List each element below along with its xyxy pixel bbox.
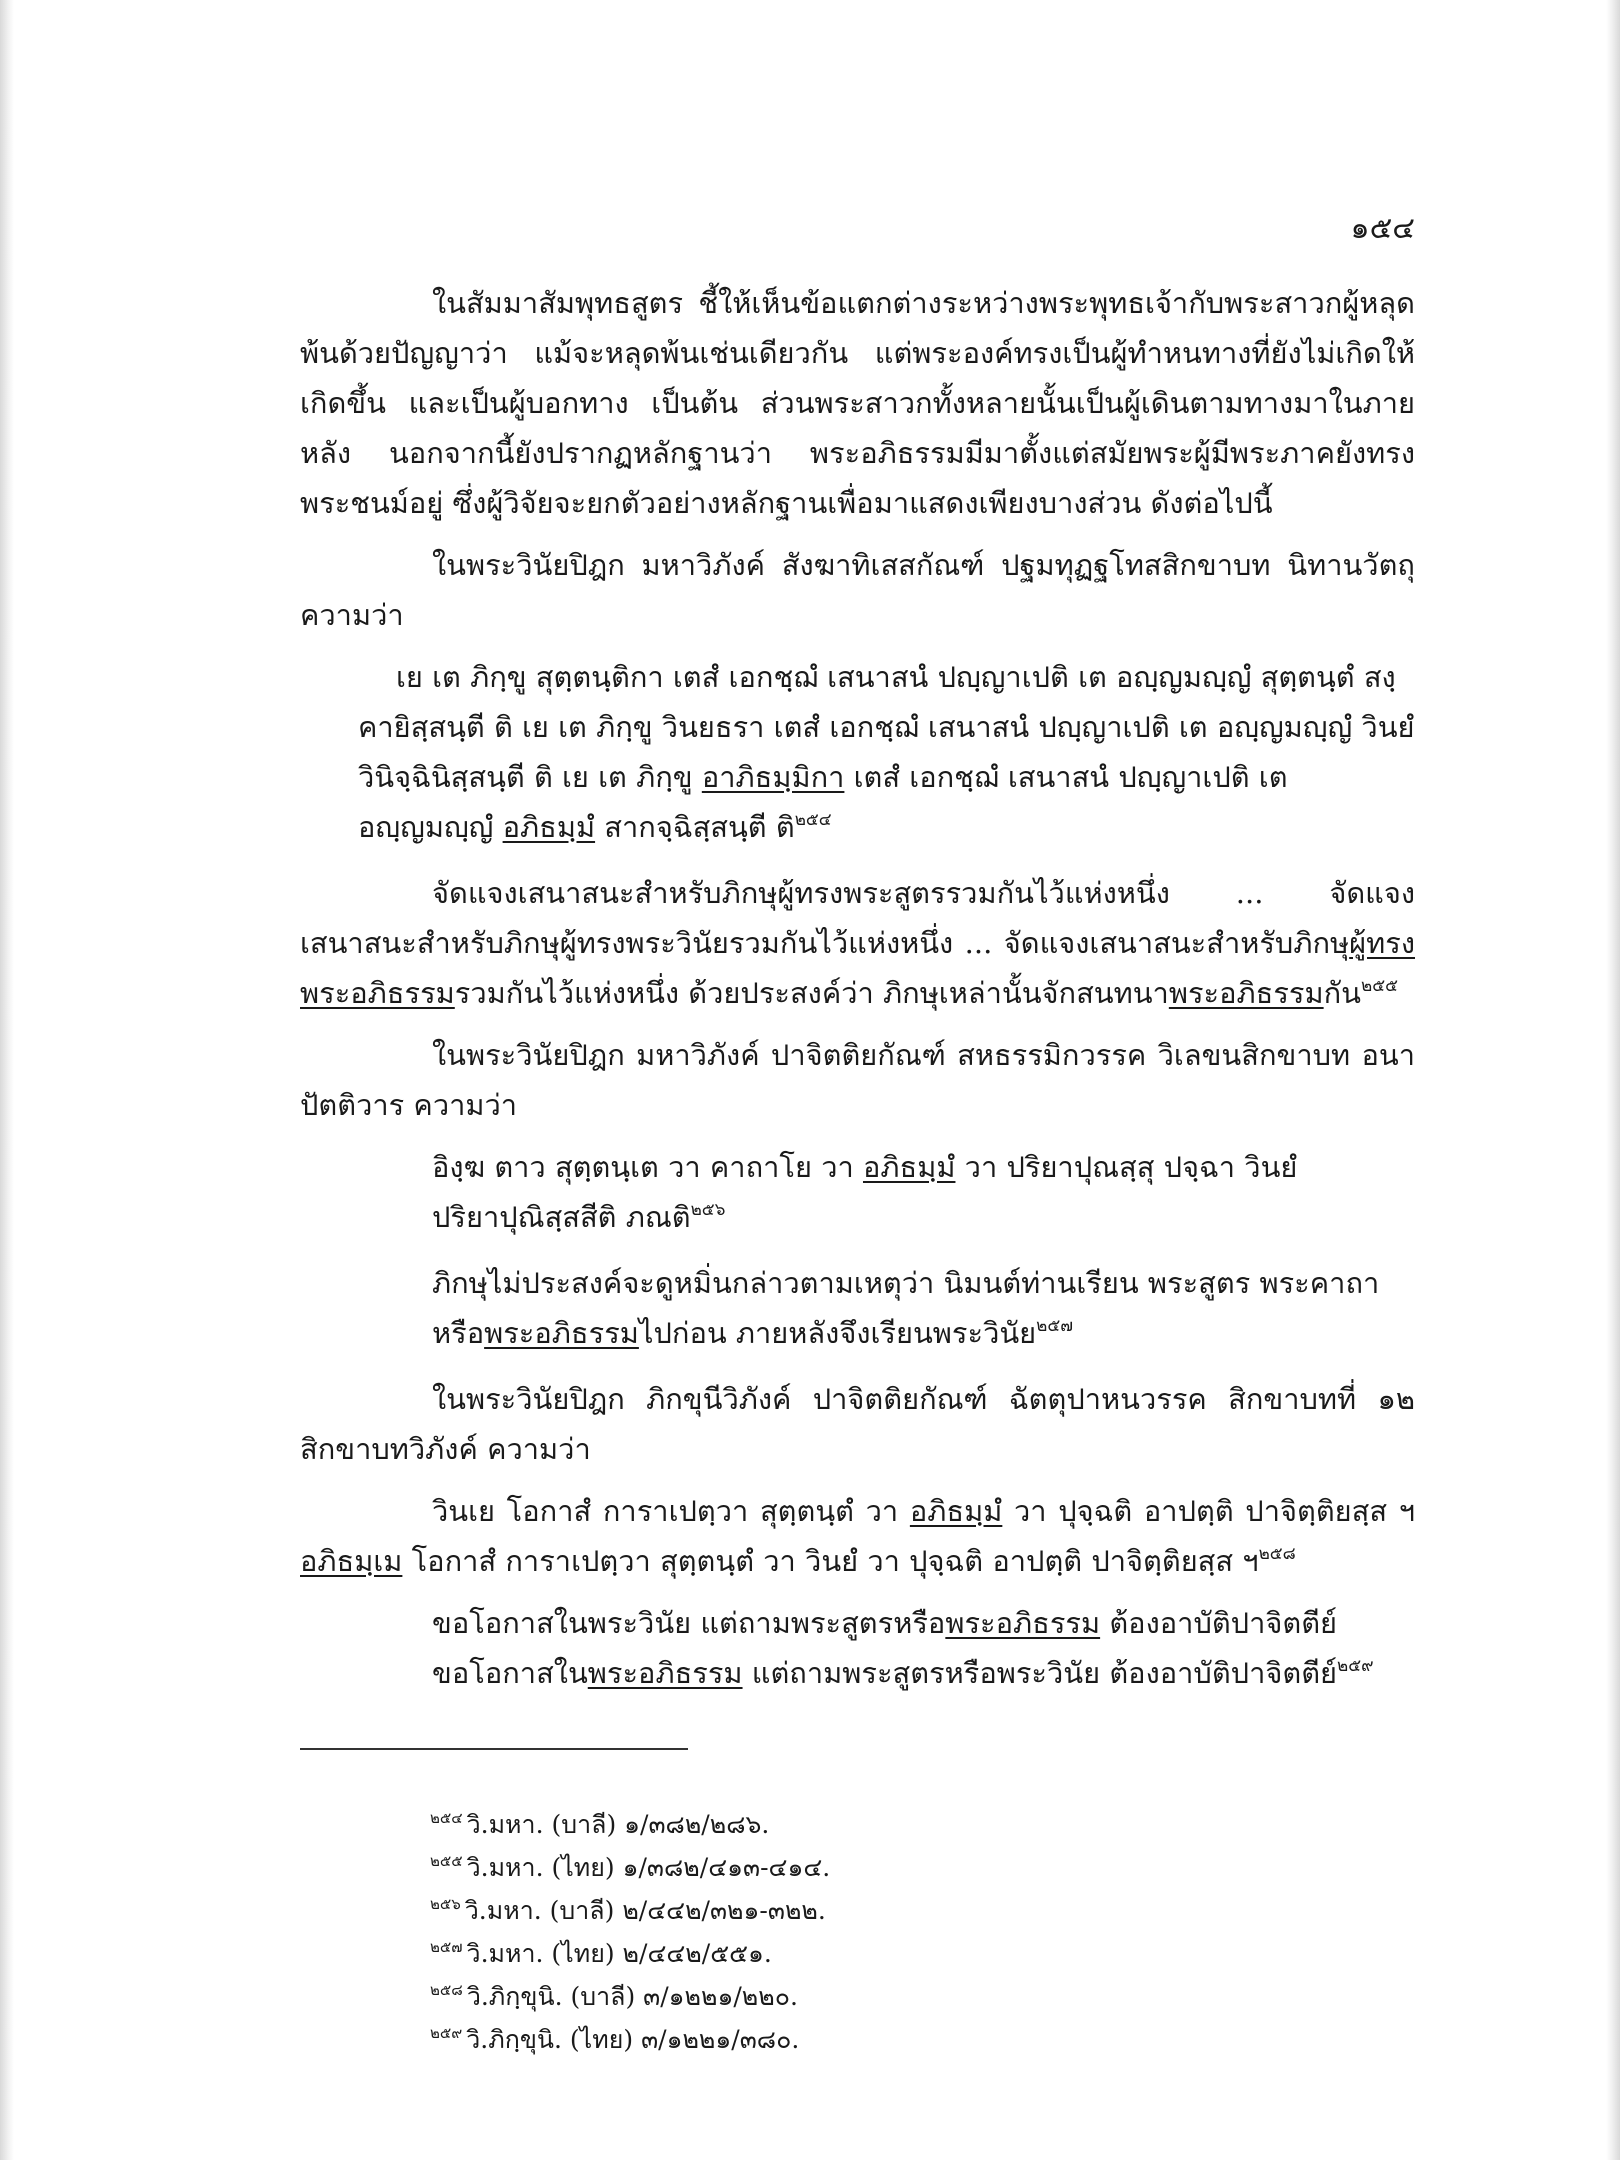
underlined-term: อภิธมฺเม bbox=[300, 1544, 403, 1578]
underlined-term: ผู้ทรงพระอภิธรรม bbox=[300, 926, 1415, 1010]
footnote-item: $^{๒๕๗}$ วิ.มหา. (ไทย) ๒/๔๔๒/๕๕๑. bbox=[430, 1938, 772, 1968]
footnote-item: $^{๒๕๙}$ วิ.ภิกฺขุนิ. (ไทย) ๓/๑๒๒๑/๓๘๐. bbox=[430, 2024, 800, 2054]
pali-quote-2: อิงฺฆ ตาว สุตฺตนฺเต วา คาถาโย วา อภิธมฺมํ วา ปริยาปุณสฺสุ ปจฺฉา วินยํ ปริยาปุณิสฺสสีติ ภณติ$^{๒๕๖}$ bbox=[432, 1150, 1298, 1234]
underlined-term: พระอภิธรรม bbox=[587, 1656, 743, 1690]
footnote-ref[interactable]: ๒๕๔ bbox=[794, 810, 832, 830]
thai-quote-2: ภิกษุไม่ประสงค์จะดูหมิ่นกล่าวตามเหตุว่า นิมนต์ท่านเรียน พระสูตร พระคาถา หรือพระอภิธรรมไปก่อน ภายหลังจึงเรียนพระวินัย$^{๒๕๗}$ bbox=[432, 1266, 1380, 1350]
paragraph-intro: ในสัมมาสัมพุทธสูตร ชี้ให้เห็นข้อแตกต่างระหว่างพระพุทธเจ้ากับพระสาวกผู้หลุดพ้นด้วยปัญญาว่า แม้จะหลุดพ้นเช่นเดียวกัน แต่พระองค์ทรงเป็นผู้ทำหนทางที่ยังไม่เกิดให้เกิดขึ้น และเป็นผู้บอกทาง เป็นต้น ส่วนพระสาวกทั้งหลายนั้นเป็นผู้เดินตามทางมาในภายหลัง นอกจากนี้ยังปรากฏหลักฐานว่า พระอภิธรรมมีมาตั้งแต่สมัยพระผู้มีพระภาคยังทรงพระชนม์อยู่ ซึ่งผู้วิจัยจะยกตัวอย่างหลักฐานเพื่อมาแสดงเพียงบางส่วน ดังต่อไปนี้ bbox=[300, 286, 1415, 520]
footnote-divider bbox=[300, 1748, 688, 1750]
footnote-item: $^{๒๕๕}$ วิ.มหา. (ไทย) ๑/๓๘๒/๔๑๓-๔๑๔. bbox=[430, 1852, 831, 1882]
underlined-term: อภิธมฺมํ bbox=[909, 1494, 1003, 1528]
page-body bbox=[300, 278, 1415, 1714]
page-number: ๑๕๔ bbox=[1350, 211, 1415, 246]
underlined-term: พระอภิธรรม bbox=[1168, 976, 1324, 1010]
footnote-ref[interactable]: ๒๕๗ bbox=[1036, 1316, 1074, 1336]
footnote-item: $^{๒๕๔}$ วิ.มหา. (บาลี) ๑/๓๘๒/๒๘๖. bbox=[430, 1809, 770, 1839]
paragraph-thai-translation-1: จัดแจงเสนาสนะสำหรับภิกษุผู้ทรงพระสูตรรวมกันไว้แห่งหนึ่ง ... จัดแจงเสนาสนะสำหรับภิกษุผู้ทรงพระวินัยรวมกันไว้แห่งหนึ่ง ... จัดแจงเสนาสนะสำหรับภิกษุผู้ทรงพระอภิธรรมรวมกันไว้แห่งหนึ่ง ด้วยประสงค์ว่า ภิกษุเหล่านั้นจักสนทนาพระอภิธรรมกัน$^{๒๕๕}$ bbox=[300, 876, 1415, 1010]
underlined-term: อภิธมฺมํ bbox=[862, 1150, 956, 1184]
underlined-term: พระอภิธรรม bbox=[484, 1316, 639, 1350]
footnote-item: $^{๒๕๘}$ วิ.ภิกฺขุนิ. (บาลี) ๓/๑๒๒๑/๒๒๐. bbox=[430, 1981, 798, 2011]
paragraph-source-2: ในพระวินัยปิฎก มหาวิภังค์ ปาจิตติยกัณฑ์ สหธรรมิกวรรค วิเลขนสิกขาบท อนาปัตติวาร ความว่า bbox=[300, 1038, 1415, 1122]
footnote-ref[interactable]: ๒๕๙ bbox=[1337, 1656, 1374, 1676]
footnote-ref[interactable]: ๒๕๘ bbox=[1258, 1544, 1296, 1564]
page-shadow-right bbox=[1606, 0, 1620, 2160]
paragraph-source-3: ในพระวินัยปิฎก ภิกขุนีวิภังค์ ปาจิตติยกัณฑ์ ฉัตตุปาหนวรรค สิกขาบทที่ ๑๒ สิกขาบทวิภังค์ ความว่า bbox=[300, 1382, 1415, 1466]
page-shadow-left bbox=[0, 0, 14, 2160]
footnote-ref[interactable]: ๒๕๖ bbox=[690, 1200, 726, 1220]
footnote-item: $^{๒๕๖}$ วิ.มหา. (บาลี) ๒/๔๔๒/๓๒๑-๓๒๒. bbox=[430, 1895, 826, 1925]
footnotes bbox=[430, 1803, 830, 2061]
underlined-term: อาภิธมฺมิกา bbox=[701, 760, 845, 794]
paragraph-source-1: ในพระวินัยปิฎก มหาวิภังค์ สังฆาทิเสสกัณฑ์ ปฐมทุฏฐโทสสิกขาบท นิทานวัตถุ ความว่า bbox=[300, 548, 1415, 632]
footnote-ref[interactable]: ๒๕๕ bbox=[1361, 976, 1398, 996]
underlined-term: พระอภิธรรม bbox=[945, 1606, 1101, 1640]
thai-quote-3: ขอโอกาสในพระวินัย แต่ถามพระสูตรหรือพระอภิธรรม ต้องอาบัติปาจิตตีย์ ขอโอกาสในพระอภิธรรม แต่ถามพระสูตรหรือพระวินัย ต้องอาบัติปาจิตตีย์$^{๒๕๙}$ bbox=[432, 1606, 1374, 1690]
underlined-term: อภิธมฺมํ bbox=[502, 810, 596, 844]
pali-quote-1: เย เต ภิกฺขู สุตฺตนฺติกา เตสํ เอกชฺฌํ เสนาสนํ ปญฺญาเปติ เต อญฺญมญฺญํ สุตฺตนฺตํ สงฺคายิสฺสนฺตี ติ เย เต ภิกฺขู วินยธรา เตสํ เอกชฺฌํ เสนาสนํ ปญฺญาเปติ เต อญฺญมญฺญํ วินยํ วินิจฺฉินิสฺสนฺตี ติ เย เต ภิกฺขู อาภิธมฺมิกา เตสํ เอกชฺฌํ เสนาสนํ ปญฺญาเปติ เต อญฺญมญฺญํ อภิธมฺมํ สากจฺฉิสฺสนฺตี ติ$^{๒๕๔}$ bbox=[358, 660, 1415, 844]
pali-quote-3: วินเย โอกาสํ การาเปตฺวา สุตฺตนฺตํ วา อภิธมฺมํ วา ปุจฺฉติ อาปตฺติ ปาจิตฺติยสฺส ฯ อภิธมฺเม โอกาสํ การาเปตฺวา สุตฺตนฺตํ วา วินยํ วา ปุจฺฉติ อาปตฺติ ปาจิตฺติยสฺส ฯ$^{๒๕๘}$ bbox=[300, 1494, 1415, 1578]
